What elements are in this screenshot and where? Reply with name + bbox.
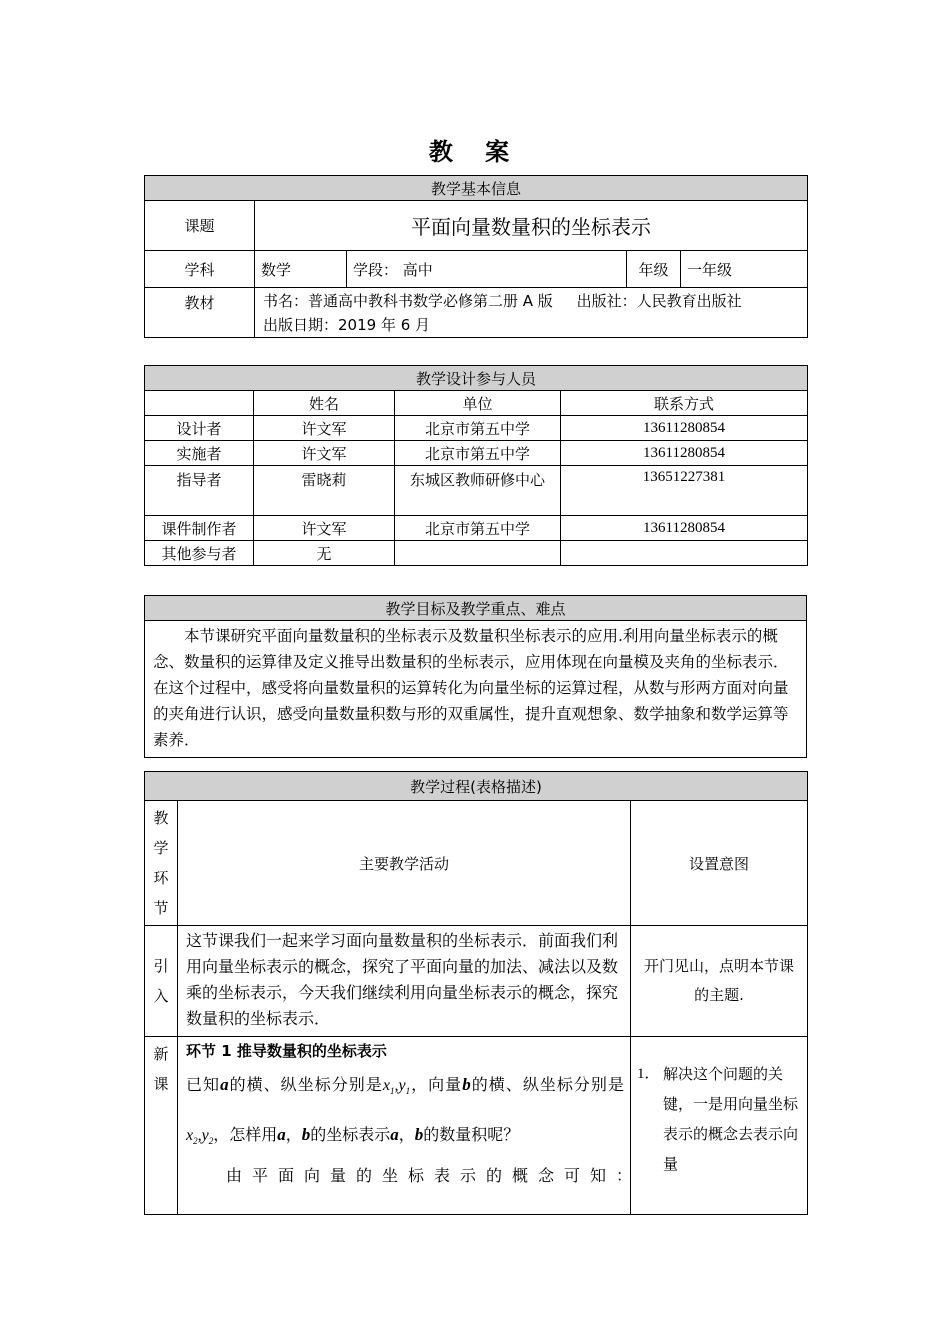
- pub-date: 出版日期：2019 年 6 月: [263, 315, 431, 334]
- vector-a: a: [390, 1125, 399, 1145]
- staff-phone: 13611280854: [561, 416, 808, 441]
- table-row: [145, 1037, 808, 1215]
- document-title: 教 案: [428, 138, 522, 166]
- intent-item: [637, 1059, 799, 1179]
- section-title: 环节 1 推导数量积的坐标表示: [186, 1042, 387, 1060]
- grade-value: 一年级: [681, 251, 808, 288]
- goals-table: [144, 595, 807, 758]
- goals-text: 本节课研究平面向量数量积的坐标表示及数量积坐标表示的应用.利用向量坐标表示的概念、数量积的运算律及定义推导出数量积的坐标表示，应用体现在向量模及夹角的坐标表示．在这个过程中，感受将向量数量积的运算转化为向量坐标的运算过程，从数与形两方面对向量的夹角进行认识，感受向量数量积数与形的双重属性，提升直观想象、数学抽象和数学运算等素养．: [145, 621, 807, 758]
- stage-value: 高中: [402, 260, 433, 279]
- staff-unit: 北京市第五中学: [395, 516, 561, 541]
- text-run: 的坐标表示: [310, 1125, 391, 1145]
- stage-char: 引: [153, 957, 169, 975]
- stage-char: 入: [153, 987, 169, 1005]
- vector-b: b: [301, 1125, 311, 1145]
- vector-b: b: [414, 1125, 424, 1145]
- text-run: 的横、纵坐标分别是: [470, 1075, 624, 1094]
- basic-info-table: [144, 175, 808, 338]
- stage-label: 学段：: [353, 260, 399, 279]
- staff-col-role: [145, 391, 254, 416]
- staff-role: 指导者: [145, 466, 254, 516]
- new-lesson-content: [178, 1037, 643, 1215]
- staff-unit: 北京市第五中学: [395, 416, 561, 441]
- staff-table: [144, 365, 808, 566]
- table-row: [145, 466, 808, 516]
- intent-text: 解决这个问题的关键，一是用向量坐标表示的概念去表示向量: [663, 1065, 799, 1173]
- staff-unit: 东城区教师研修中心: [395, 466, 561, 516]
- topic-label: 课题: [145, 201, 255, 251]
- stage-char: 环: [153, 869, 169, 887]
- staff-role: 其他参与者: [145, 541, 254, 566]
- text-run: 的数量积呢？: [423, 1125, 520, 1145]
- staff-role: 课件制作者: [145, 516, 254, 541]
- topic-value: 平面向量数量积的坐标表示: [255, 201, 808, 251]
- material-label: 教材: [145, 288, 255, 338]
- new-intent: [631, 1037, 808, 1215]
- intro-text: 这节课我们一起来学习面向量数量积的坐标表示．前面我们利用向量坐标表示的概念，探究了平面向量的加法、减法以及数乘的坐标表示，今天我们继续利用向量坐标表示的概念，探究数量积的坐标表示．: [178, 926, 631, 1037]
- staff-phone: 13651227381: [561, 466, 808, 516]
- staff-col-name: 姓名: [254, 391, 395, 416]
- derivation-paragraph: 由平面向量的坐标表示的概念可知：: [226, 1166, 643, 1186]
- col-stage-header: [145, 801, 178, 926]
- table-row: [145, 541, 808, 566]
- vector-a: a: [220, 1075, 229, 1094]
- intro-stage: [145, 926, 178, 1037]
- text-run: ，怎样用: [213, 1125, 278, 1145]
- staff-unit: [395, 541, 561, 566]
- table-row: [145, 416, 808, 441]
- book-name: 书名：普通高中教科书数学必修第二册 A 版: [263, 291, 553, 310]
- process-table: [144, 771, 808, 1215]
- staff-role: 设计者: [145, 416, 254, 441]
- basic-info-header: 教学基本信息: [145, 176, 808, 201]
- staff-name: 无: [254, 541, 395, 566]
- staff-phone: [561, 541, 808, 566]
- staff-name: 雷晓莉: [254, 466, 395, 516]
- goals-header: 教学目标及教学重点、难点: [145, 596, 807, 621]
- intent-number: 1．: [637, 1066, 660, 1082]
- coord-y2: $y_2$: [201, 1127, 214, 1147]
- comma: ,: [394, 1077, 399, 1094]
- text-run: ，向量: [410, 1075, 463, 1094]
- staff-col-unit: 单位: [395, 391, 561, 416]
- stage-char: 节: [153, 899, 169, 917]
- staff-name: 许文军: [254, 516, 395, 541]
- stage-cell: [347, 251, 627, 288]
- subject-value: 数学: [255, 251, 347, 288]
- staff-col-contact: 联系方式: [561, 391, 808, 416]
- grade-label: 年级: [627, 251, 681, 288]
- stage-char: 新: [153, 1045, 169, 1063]
- process-header: 教学过程(表格描述): [145, 772, 808, 801]
- staff-role: 实施者: [145, 441, 254, 466]
- vector-a: a: [277, 1125, 286, 1145]
- coord-y1: $y_1$: [398, 1077, 411, 1097]
- coord-x1: $x_1$: [382, 1077, 395, 1097]
- subject-label: 学科: [145, 251, 255, 288]
- table-row: [145, 926, 808, 1037]
- table-row: [145, 441, 808, 466]
- staff-name: 许文军: [254, 441, 395, 466]
- staff-header: 教学设计参与人员: [145, 366, 808, 391]
- text-run: 已知: [186, 1075, 221, 1094]
- new-stage: [145, 1037, 178, 1215]
- text-run: 的横、纵坐标分别是: [228, 1075, 383, 1094]
- text-run: ，: [398, 1125, 415, 1145]
- intro-intent: 开门见山，点明本节课的主题.: [631, 926, 808, 1037]
- coord-x2: $x_2$: [186, 1127, 198, 1147]
- staff-phone: 13611280854: [561, 516, 808, 541]
- vector-b: b: [462, 1075, 471, 1094]
- table-row: [145, 516, 808, 541]
- staff-phone: 13611280854: [561, 441, 808, 466]
- comma: ,: [197, 1127, 202, 1145]
- col-intent-header: 设置意图: [631, 801, 808, 926]
- material-value: [255, 288, 808, 338]
- question-paragraph: [186, 1063, 624, 1163]
- stage-char: 教: [153, 809, 169, 827]
- staff-unit: 北京市第五中学: [395, 441, 561, 466]
- stage-char: 学: [153, 839, 169, 857]
- publisher: 出版社：人民教育出版社: [576, 291, 742, 310]
- stage-char: 课: [153, 1075, 169, 1093]
- text-run: ，: [285, 1125, 302, 1145]
- col-activity-header: 主要教学活动: [178, 801, 631, 926]
- staff-name: 许文军: [254, 416, 395, 441]
